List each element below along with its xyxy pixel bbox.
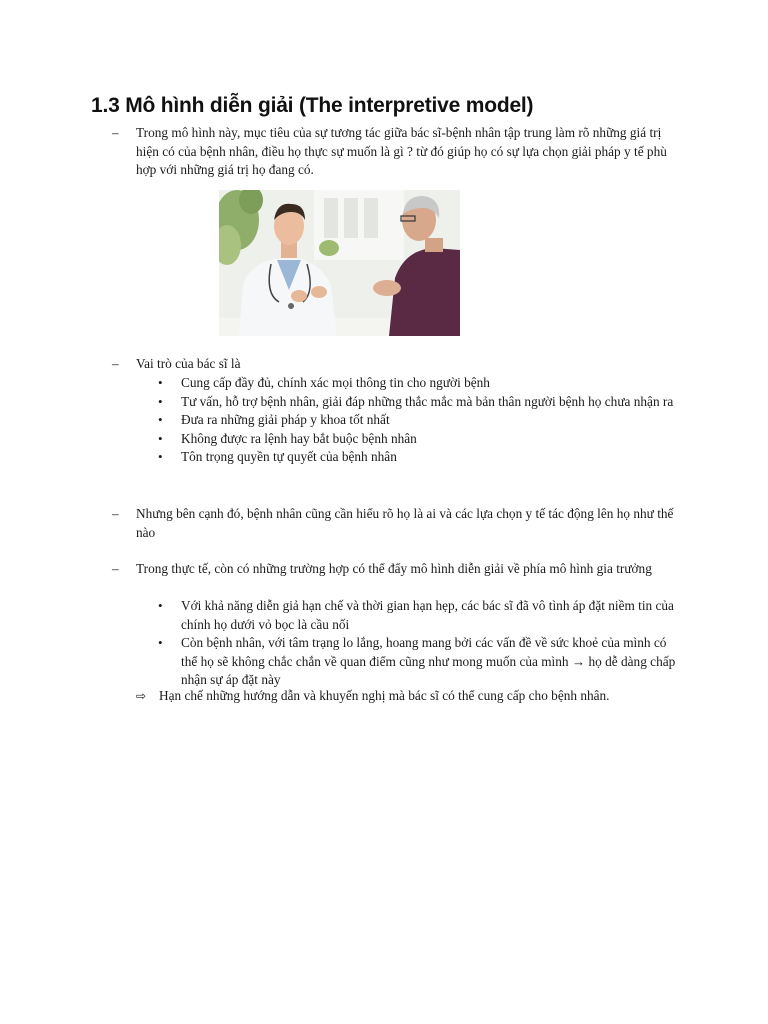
conclusion-text: Hạn chế những hướng dẫn và khuyến nghị mà bác sĩ có thể cung cấp cho bệnh nhân. xyxy=(159,688,610,703)
doctor-role-list xyxy=(158,374,678,467)
bullet-marker: • xyxy=(158,375,163,390)
reality-intro: Trong thực tế, còn có những trường hợp có thể đẩy mô hình diễn giải về phía mô hình gia trưởng xyxy=(136,561,652,576)
list-item xyxy=(158,448,678,467)
reality-list xyxy=(158,597,678,690)
bullet-marker: • xyxy=(158,449,163,464)
doctor-role-intro: Vai trò của bác sĩ là xyxy=(136,356,241,371)
bullet-marker: • xyxy=(158,393,163,409)
paragraph-patient-understanding-text: Nhưng bên cạnh đó, bệnh nhân cũng cần hiểu rõ họ là ai và các lựa chọn y tế tác động lên họ như thế nào xyxy=(136,506,674,540)
list-item-text: Tôn trọng quyền tự quyết của bệnh nhân xyxy=(181,449,397,464)
dash-marker: – xyxy=(112,506,119,521)
bullet-marker: • xyxy=(158,635,163,650)
list-item xyxy=(158,393,678,412)
paragraph-patient-understanding xyxy=(112,505,682,542)
dash-marker: – xyxy=(112,561,119,576)
list-item-text: Còn bệnh nhân, với tâm trạng lo lắng, hoang mang bởi các vấn đề về sức khoẻ của mình có thể họ sẽ không chắc chắn về quan điểm cũng như mong muốn của mình → họ dễ dàng chấp nhận sự áp đặt này xyxy=(181,635,676,687)
list-item xyxy=(158,430,678,449)
section-heading: 1.3 Mô hình diễn giải (The interpretive model) xyxy=(91,94,534,117)
bullet-marker: • xyxy=(158,412,163,427)
reality-heading xyxy=(112,560,682,579)
list-item-text: Với khả năng diễn giả hạn chế và thời gian hạn hẹp, các bác sĩ đã vô tình áp đặt niềm tin của chính họ dưới vỏ bọc là cầu nối xyxy=(181,598,674,632)
bullet-marker: • xyxy=(158,430,163,446)
list-item xyxy=(158,634,678,690)
doctor-role-heading xyxy=(112,355,682,374)
list-item-text: Không được ra lệnh hay bắt buộc bệnh nhân xyxy=(181,430,417,446)
list-item-text: Cung cấp đầy đủ, chính xác mọi thông tin cho người bệnh xyxy=(181,375,490,390)
arrow-icon: ⇨ xyxy=(136,689,147,703)
list-item xyxy=(158,411,678,430)
dash-marker: – xyxy=(112,125,119,140)
list-item xyxy=(158,597,678,634)
doctor-patient-photo xyxy=(219,190,460,336)
conclusion-line xyxy=(136,687,696,706)
list-item-text: Đưa ra những giải pháp y khoa tốt nhất xyxy=(181,412,390,427)
bullet-marker: • xyxy=(158,598,163,613)
paragraph-objective xyxy=(112,124,682,180)
list-item xyxy=(158,374,678,393)
dash-marker: – xyxy=(112,356,119,371)
paragraph-objective-text: Trong mô hình này, mục tiêu của sự tương tác giữa bác sĩ-bệnh nhân tập trung làm rõ những giá trị hiện có của bệnh nhân, điều họ thực sự muốn là gì ? từ đó giúp họ có sự lựa chọn giải pháp y tế phù hợp với những giá trị họ đang có. xyxy=(136,125,667,177)
list-item-text: Tư vấn, hỗ trợ bệnh nhân, giải đáp những thắc mắc mà bản thân người bệnh họ chưa nhận ra xyxy=(181,393,674,409)
